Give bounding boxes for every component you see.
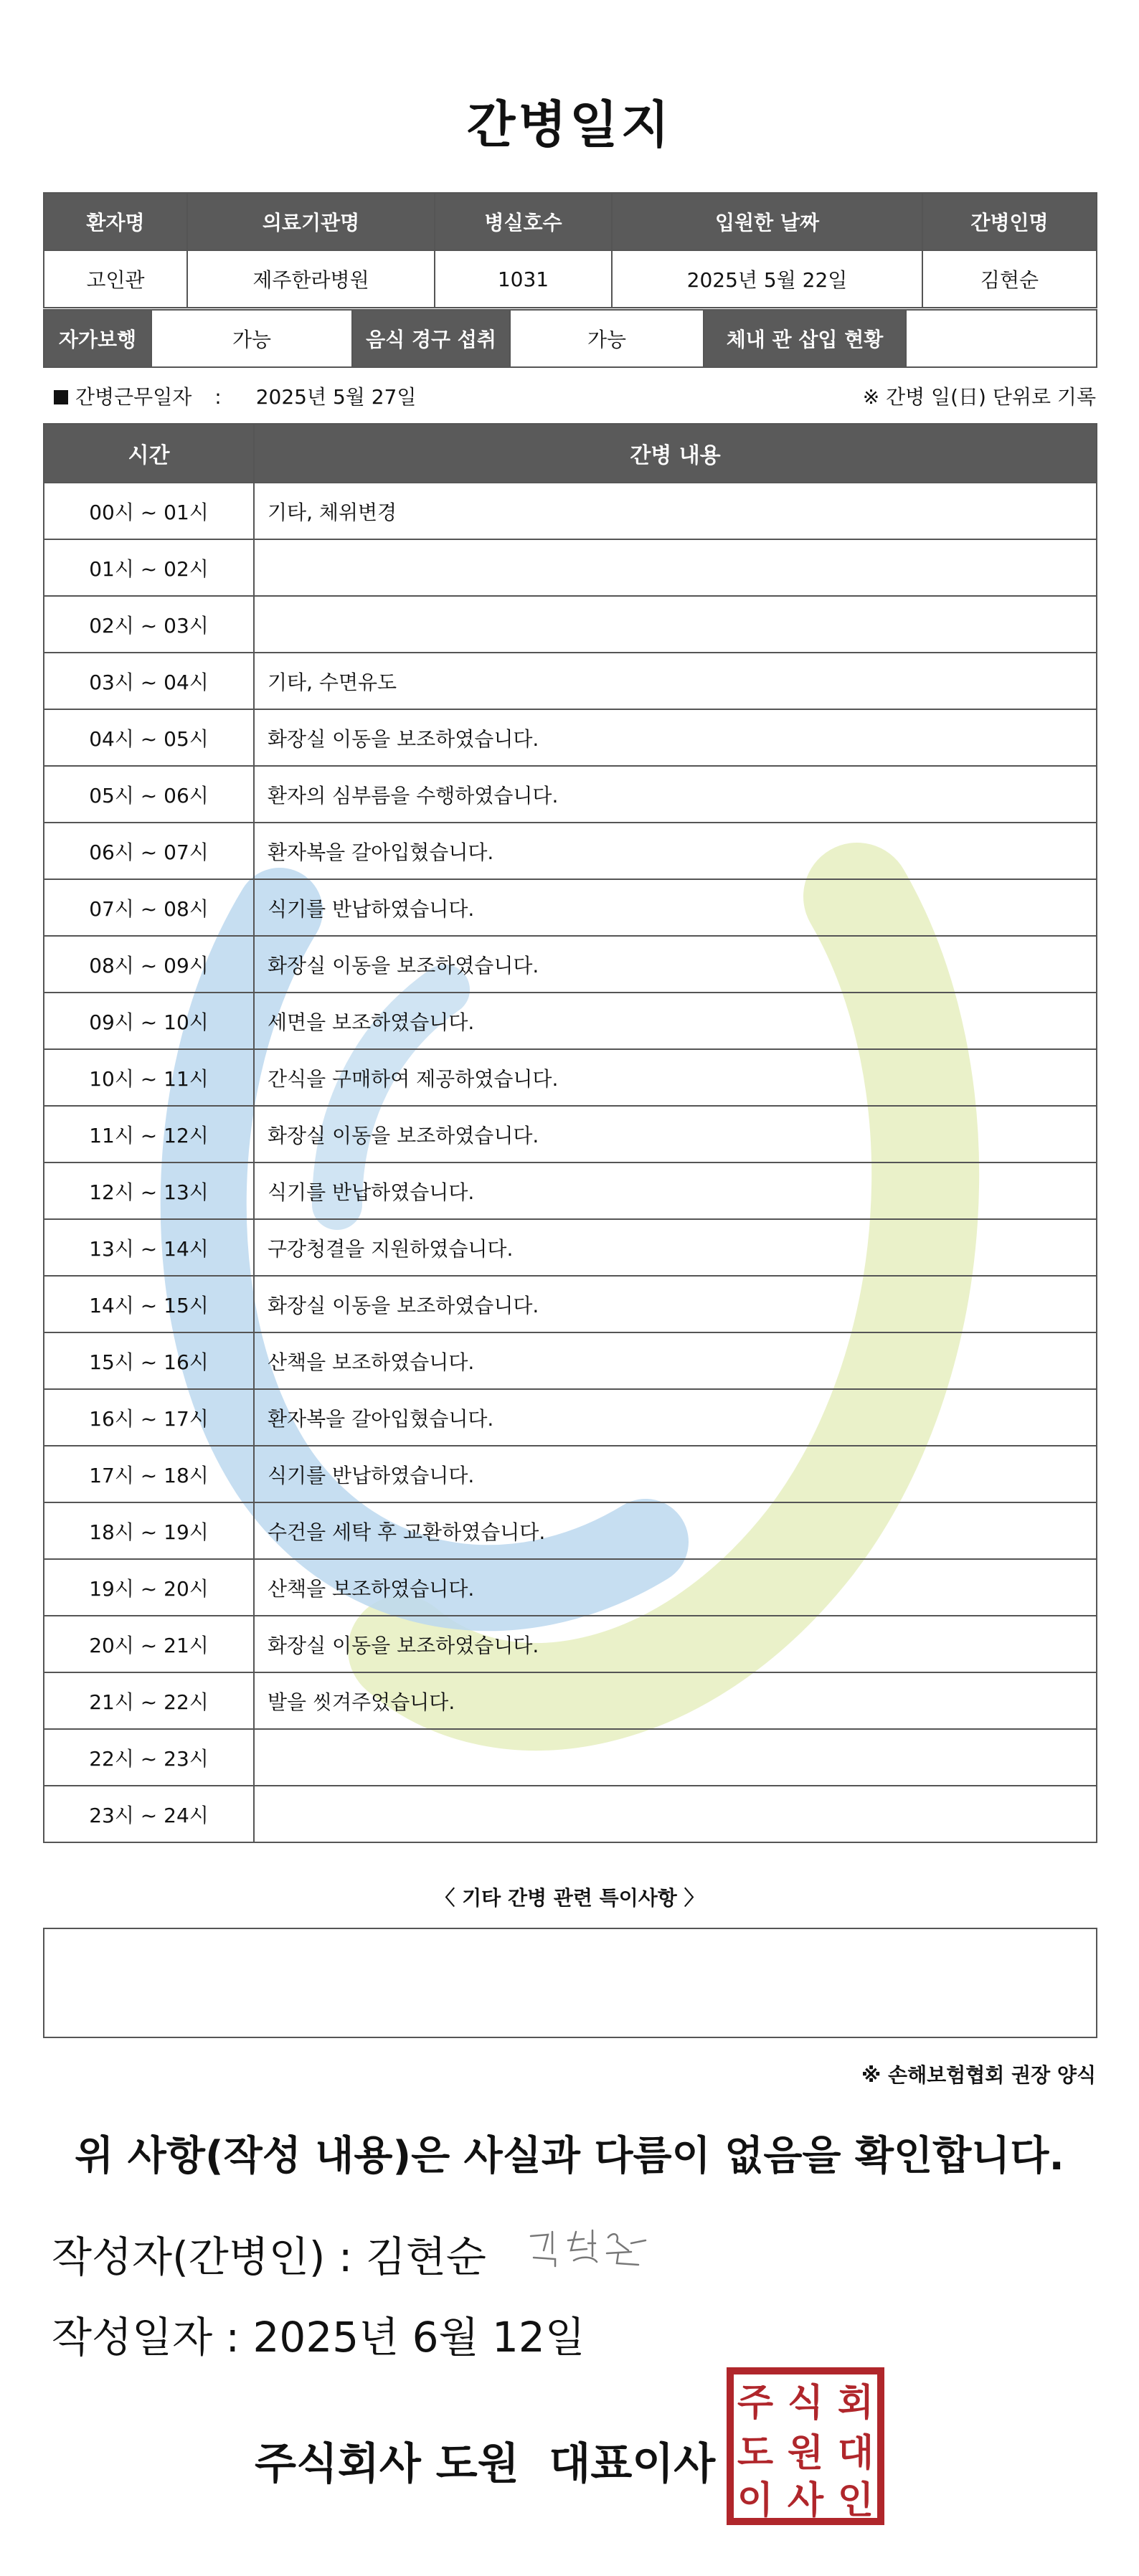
care-log-row xyxy=(44,823,1097,879)
form-note: ※ 손해보험협회 권장 양식 xyxy=(861,2063,1096,2087)
svg-text:주: 주 xyxy=(737,2382,774,2425)
care-log-row xyxy=(44,1106,1097,1162)
care-log-row xyxy=(44,1502,1097,1559)
care-log-content: 산책을 보조하였습니다. xyxy=(254,1559,1097,1616)
meal-value: 가능 xyxy=(510,310,704,367)
care-log-row xyxy=(44,1672,1097,1729)
care-log-content: 환자의 심부름을 수행하였습니다. xyxy=(254,766,1097,823)
care-log-time: 16시 ~ 17시 xyxy=(44,1389,254,1446)
written-date-line xyxy=(52,2303,585,2364)
patient-info-value-row xyxy=(44,250,1097,308)
care-log-row xyxy=(44,539,1097,596)
walk-value: 가능 xyxy=(151,310,352,367)
care-log-content: 세면을 보조하였습니다. xyxy=(254,993,1097,1049)
care-log-row xyxy=(44,1332,1097,1389)
header-hospital: 의료기관명 xyxy=(187,193,435,250)
page-title: 간병일지 xyxy=(466,95,673,154)
author-name: 김현순 xyxy=(365,2232,486,2281)
care-log-header-row xyxy=(44,424,1097,483)
svg-text:도: 도 xyxy=(737,2432,774,2475)
svg-text:이: 이 xyxy=(737,2479,774,2522)
patient-info-table xyxy=(43,192,1097,308)
care-log-time: 04시 ~ 05시 xyxy=(44,709,254,766)
care-log-content: 산책을 보조하였습니다. xyxy=(254,1332,1097,1389)
header-care-content: 간병 내용 xyxy=(254,424,1097,483)
care-log-time: 12시 ~ 13시 xyxy=(44,1162,254,1219)
header-caregiver-name: 간병인명 xyxy=(922,193,1097,250)
header-time: 시간 xyxy=(44,424,254,483)
care-log-content: 화장실 이동을 보조하였습니다. xyxy=(254,1276,1097,1332)
care-log-content: 환자복을 갈아입혔습니다. xyxy=(254,1389,1097,1446)
care-log-content xyxy=(254,596,1097,653)
hospital-name: 제주한라병원 xyxy=(187,250,435,308)
svg-text:인: 인 xyxy=(837,2479,874,2522)
work-date-value: 2025년 5월 27일 xyxy=(255,385,417,409)
care-log-content xyxy=(254,539,1097,596)
patient-info-header-row xyxy=(44,193,1097,250)
care-log-row xyxy=(44,653,1097,709)
care-log-time: 22시 ~ 23시 xyxy=(44,1729,254,1786)
care-log-content: 수건을 세탁 후 교환하였습니다. xyxy=(254,1502,1097,1559)
care-log-content: 간식을 구매하여 제공하였습니다. xyxy=(254,1049,1097,1106)
care-log-row xyxy=(44,1276,1097,1332)
care-log-time: 03시 ~ 04시 xyxy=(44,653,254,709)
care-log-content: 발을 씻겨주었습니다. xyxy=(254,1672,1097,1729)
written-date-value: 2025년 6월 12일 xyxy=(252,2313,585,2362)
care-log-content xyxy=(254,1729,1097,1786)
care-log-row xyxy=(44,1049,1097,1106)
care-log-content: 식기를 반납하였습니다. xyxy=(254,1446,1097,1502)
author-label: 작성자(간병인) : xyxy=(52,2232,353,2281)
care-log-content: 식기를 반납하였습니다. xyxy=(254,1162,1097,1219)
care-log-row xyxy=(44,709,1097,766)
walk-label: 자가보행 xyxy=(44,310,151,367)
tube-value xyxy=(906,310,1097,367)
care-log-time: 14시 ~ 15시 xyxy=(44,1276,254,1332)
care-log-time: 17시 ~ 18시 xyxy=(44,1446,254,1502)
care-log-content xyxy=(254,1786,1097,1842)
care-log-time: 13시 ~ 14시 xyxy=(44,1219,254,1276)
care-log-time: 19시 ~ 20시 xyxy=(44,1559,254,1616)
care-log-row xyxy=(44,1446,1097,1502)
care-log-content: 기타, 체위변경 xyxy=(254,483,1097,539)
header-patient-name: 환자명 xyxy=(44,193,187,250)
care-log-row xyxy=(44,1219,1097,1276)
work-date xyxy=(54,382,416,410)
square-bullet-icon xyxy=(54,390,68,404)
care-log-time: 10시 ~ 11시 xyxy=(44,1049,254,1106)
care-log-row xyxy=(44,1162,1097,1219)
care-log-table xyxy=(43,423,1097,1843)
patient-status-table xyxy=(43,309,1097,368)
svg-text:원: 원 xyxy=(787,2432,824,2475)
confirmation-statement: 위 사항(작성 내용)은 사실과 다름이 없음을 확인합니다. xyxy=(75,2133,1064,2179)
author-line xyxy=(52,2223,486,2283)
work-date-label: 간병근무일자 xyxy=(75,385,192,409)
care-log-time: 11시 ~ 12시 xyxy=(44,1106,254,1162)
svg-text:대: 대 xyxy=(837,2432,874,2475)
patient-status-row xyxy=(44,310,1097,367)
care-log-time: 02시 ~ 03시 xyxy=(44,596,254,653)
care-log-content: 기타, 수면유도 xyxy=(254,653,1097,709)
care-log-content: 식기를 반납하였습니다. xyxy=(254,879,1097,936)
care-log-body xyxy=(44,483,1097,1842)
care-log-content: 화장실 이동을 보조하였습니다. xyxy=(254,709,1097,766)
caregiver-name: 김현순 xyxy=(922,250,1097,308)
care-log-time: 05시 ~ 06시 xyxy=(44,766,254,823)
signature-image xyxy=(524,2222,660,2272)
admission-date: 2025년 5월 22일 xyxy=(612,250,922,308)
care-log-content: 화장실 이동을 보조하였습니다. xyxy=(254,936,1097,993)
care-log-time: 18시 ~ 19시 xyxy=(44,1502,254,1559)
care-log-row xyxy=(44,766,1097,823)
care-log-time: 20시 ~ 21시 xyxy=(44,1616,254,1672)
svg-text:회: 회 xyxy=(837,2382,874,2425)
care-log-content: 구강청결을 지원하였습니다. xyxy=(254,1219,1097,1276)
record-unit-note: ※ 간병 일(日) 단위로 기록 xyxy=(862,385,1096,409)
patient-name: 고인관 xyxy=(44,250,187,308)
care-log-time: 23시 ~ 24시 xyxy=(44,1786,254,1842)
header-admission-date: 입원한 날짜 xyxy=(612,193,922,250)
care-log-row xyxy=(44,936,1097,993)
care-log-row xyxy=(44,1729,1097,1786)
company-representative: 주식회사 도원 대표이사 xyxy=(255,2439,716,2489)
care-log-time: 00시 ~ 01시 xyxy=(44,483,254,539)
care-log-row xyxy=(44,483,1097,539)
written-date-label: 작성일자 : xyxy=(52,2313,240,2362)
header-room: 병실호수 xyxy=(435,193,612,250)
care-log-time: 07시 ~ 08시 xyxy=(44,879,254,936)
care-log-time: 01시 ~ 02시 xyxy=(44,539,254,596)
company-seal xyxy=(724,2365,887,2527)
care-log-content: 화장실 이동을 보조하였습니다. xyxy=(254,1106,1097,1162)
care-log-content: 화장실 이동을 보조하였습니다. xyxy=(254,1616,1097,1672)
svg-text:식: 식 xyxy=(787,2382,824,2425)
care-log-time: 08시 ~ 09시 xyxy=(44,936,254,993)
meal-label: 음식 경구 섭취 xyxy=(352,310,510,367)
care-log-time: 09시 ~ 10시 xyxy=(44,993,254,1049)
room-number: 1031 xyxy=(435,250,612,308)
care-log-row xyxy=(44,993,1097,1049)
care-log-row xyxy=(44,1616,1097,1672)
remarks-box xyxy=(43,1928,1097,2038)
care-log-time: 21시 ~ 22시 xyxy=(44,1672,254,1729)
care-log-row xyxy=(44,1389,1097,1446)
remarks-title: 〈 기타 간병 관련 특이사항 〉 xyxy=(435,1886,704,1910)
care-log-row xyxy=(44,879,1097,936)
svg-text:사: 사 xyxy=(787,2479,824,2522)
care-log-row xyxy=(44,1786,1097,1842)
care-log-row xyxy=(44,596,1097,653)
care-log-content: 환자복을 갈아입혔습니다. xyxy=(254,823,1097,879)
care-log-time: 15시 ~ 16시 xyxy=(44,1332,254,1389)
tube-label: 체내 관 삽입 현황 xyxy=(704,310,906,367)
care-log-time: 06시 ~ 07시 xyxy=(44,823,254,879)
care-log-row xyxy=(44,1559,1097,1616)
work-date-separator: : xyxy=(214,385,222,409)
